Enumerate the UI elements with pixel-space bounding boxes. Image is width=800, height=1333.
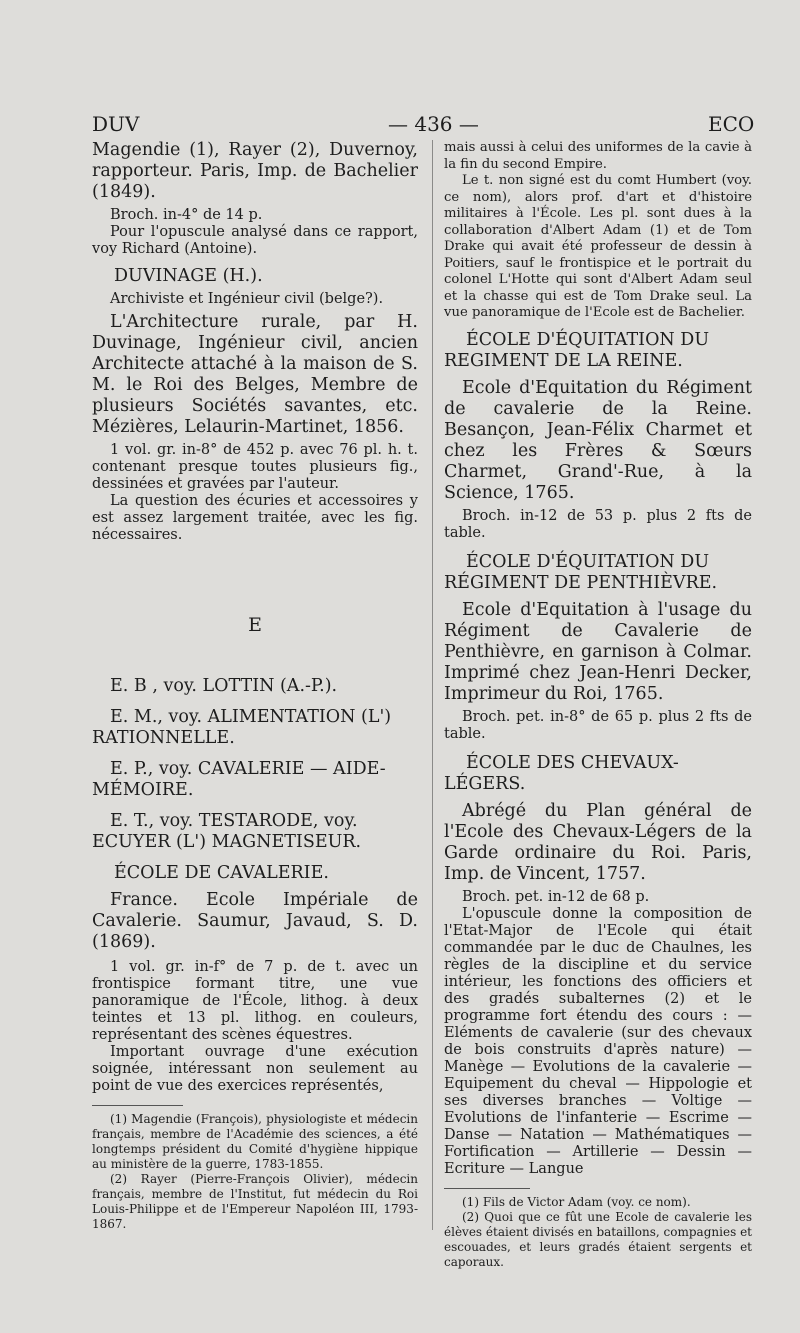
header-right: ECO [708,112,755,136]
entry-title: Ecole d'Equitation à l'usage du Régiment de Cavalerie de Penthièvre, en garnison à Colmar. Imprimé chez Jean-Henri Decker, Imprimeur du Roi, 1765. [444,599,752,704]
entry-note: L'opuscule donne la composition de l'Etat-Major de l'Ecole qui était commandée par le duc de Chaulnes, les règles de la discipline et du service intérieur, les fonctions des officiers et des gradés subalternes (2) et le programme fort étendu des cours : — Eléments de cavalerie (sur des chevaux de bois construits d'après nature) — Manège — Evolutions de la cavalerie — Equipement du cheval — Hippologie et ses diverses branches — Voltige — Evolutions de l'infanterie — Escrime — Danse — Natation — Mathématiques — Fortification — Artillerie — Dessin — Ecriture — Langue [444,905,752,1177]
entry-heading: ÉCOLE D'ÉQUITATION DU RÉGIMENT DE PENTHIÈVRE. [444,551,718,593]
entry-note: Pour l'opuscule analysé dans ce rapport, voy Richard (Antoine). [92,224,418,257]
cross-reference: E. T., voy. TESTARODE, voy. ECUYER (L') MAGNETISEUR. [92,811,362,852]
entry-title: Ecole d'Equitation du Régiment de cavalerie de la Reine. Besançon, Jean-Félix Charmet et chez les Frères & Sœurs Charmet, Grand'-Rue, à la Science, 1765. [444,377,752,503]
entry-heading: ÉCOLE DE CAVALERIE. [114,863,329,883]
entry-note: Le t. non signé est du comt Humbert (voy. ce nom), alors prof. d'art et d'histoire militaires à l'École. Les pl. sont dues à la collaboration d'Albert Adam (1) et de Tom Drake qui avait été professeur de dessin à Poitiers, sauf le frontispice et le portrait du colonel L'Hotte qui sont d'Albert Adam seul et la chasse qui est de Tom Drake seul. La vue panoramique de l'Ecole est de Bachelier. [444,173,752,320]
section-letter: E [248,614,262,636]
column-divider [432,140,433,1230]
footnote: (2) Quoi que ce fût une Ecole de cavalerie les élèves étaient divisés en bataillons, compagnies et escouades, et leurs gradés étaient sergents et caporaux. [444,1209,752,1269]
left-column [92,140,418,1232]
entry-physical: Broch. in-4° de 14 p. [110,207,263,223]
entry-physical: 1 vol. gr. in-8° de 452 p. avec 76 pl. h. t. contenant presque toutes plusieurs fig., dessinées et gravées par l'auteur. [92,442,418,492]
entry-note: mais aussi à celui des uniformes de la cavie à la fin du second Empire. [444,140,752,172]
entry-title: L'Architecture rurale, par H. Duvinage, Ingénieur civil, ancien Architecte attaché à la maison de S. M. le Roi des Belges, Membre de plusieurs Sociétés savantes, etc. Mézières, Lelaurin-Martinet, 1856. [92,312,418,437]
entry-title: Abrégé du Plan général de l'Ecole des Chevaux-Légers de la Garde ordinaire du Roi. Paris, Imp. de Vincent, 1757. [444,800,752,884]
header-left: DUV [92,112,140,136]
entry-heading: ÉCOLE DES CHEVAUX-LÉGERS. [444,752,679,794]
entry-note: Important ouvrage d'une exécution soignée, intéressant non seulement au point de vue des exercices représentés, [92,1044,418,1094]
footnote: (1) Magendie (François), physiologiste et médecin français, membre de l'Académie des sciences, a été longtemps président du Comité d'hygiène hippique au ministère de la guerre, 1783-1855. [92,1112,418,1171]
entry-physical: Broch. pet. in-8° de 65 p. plus 2 fts de table. [444,708,752,742]
page-number: — 436 — [388,112,479,136]
entry-heading: ÉCOLE D'ÉQUITATION DU REGIMENT DE LA REINE. [444,329,710,371]
entry-note: La question des écuries et accessoires y est assez largement traitée, avec les fig. nécessaires. [92,493,418,543]
cross-reference: E. B , voy. LOTTIN (A.-P.). [110,676,338,696]
right-column [444,140,752,1270]
entry-heading: DUVINAGE (H.). [114,266,263,286]
footnote: (2) Rayer (Pierre-François Olivier), médecin français, membre de l'Institut, fut médecin du Roi Louis-Philippe et de l'Empereur Napoléon III, 1793-1867. [92,1172,418,1231]
cross-reference: E. M., voy. ALIMENTATION (L') RATIONNELLE. [92,707,392,748]
entry-title: France. Ecole Impériale de Cavalerie. Saumur, Javaud, S. D. (1869). [92,890,418,952]
entry-physical: Broch. in-12 de 53 p. plus 2 fts de table. [444,507,752,541]
footnote: (1) Fils de Victor Adam (voy. ce nom). [462,1194,691,1209]
footnote-rule [444,1188,530,1189]
entry-physical: 1 vol. gr. in-f° de 7 p. de t. avec un frontispice formant titre, une vue panoramique de l'École, lithog. à deux teintes et 13 pl. lithog. en couleurs, représentant des scènes équestres. [92,959,418,1043]
footnote-rule [92,1105,183,1106]
author-description: Archiviste et Ingénieur civil (belge?). [110,291,384,307]
entry-physical: Broch. pet. in-12 de 68 p. [462,888,650,905]
cross-reference: E. P., voy. CAVALERIE — AIDE-MÉMOIRE. [92,759,386,800]
entry-text: Magendie (1), Rayer (2), Duvernoy, rapporteur. Paris, Imp. de Bachelier (1849). [92,140,418,202]
